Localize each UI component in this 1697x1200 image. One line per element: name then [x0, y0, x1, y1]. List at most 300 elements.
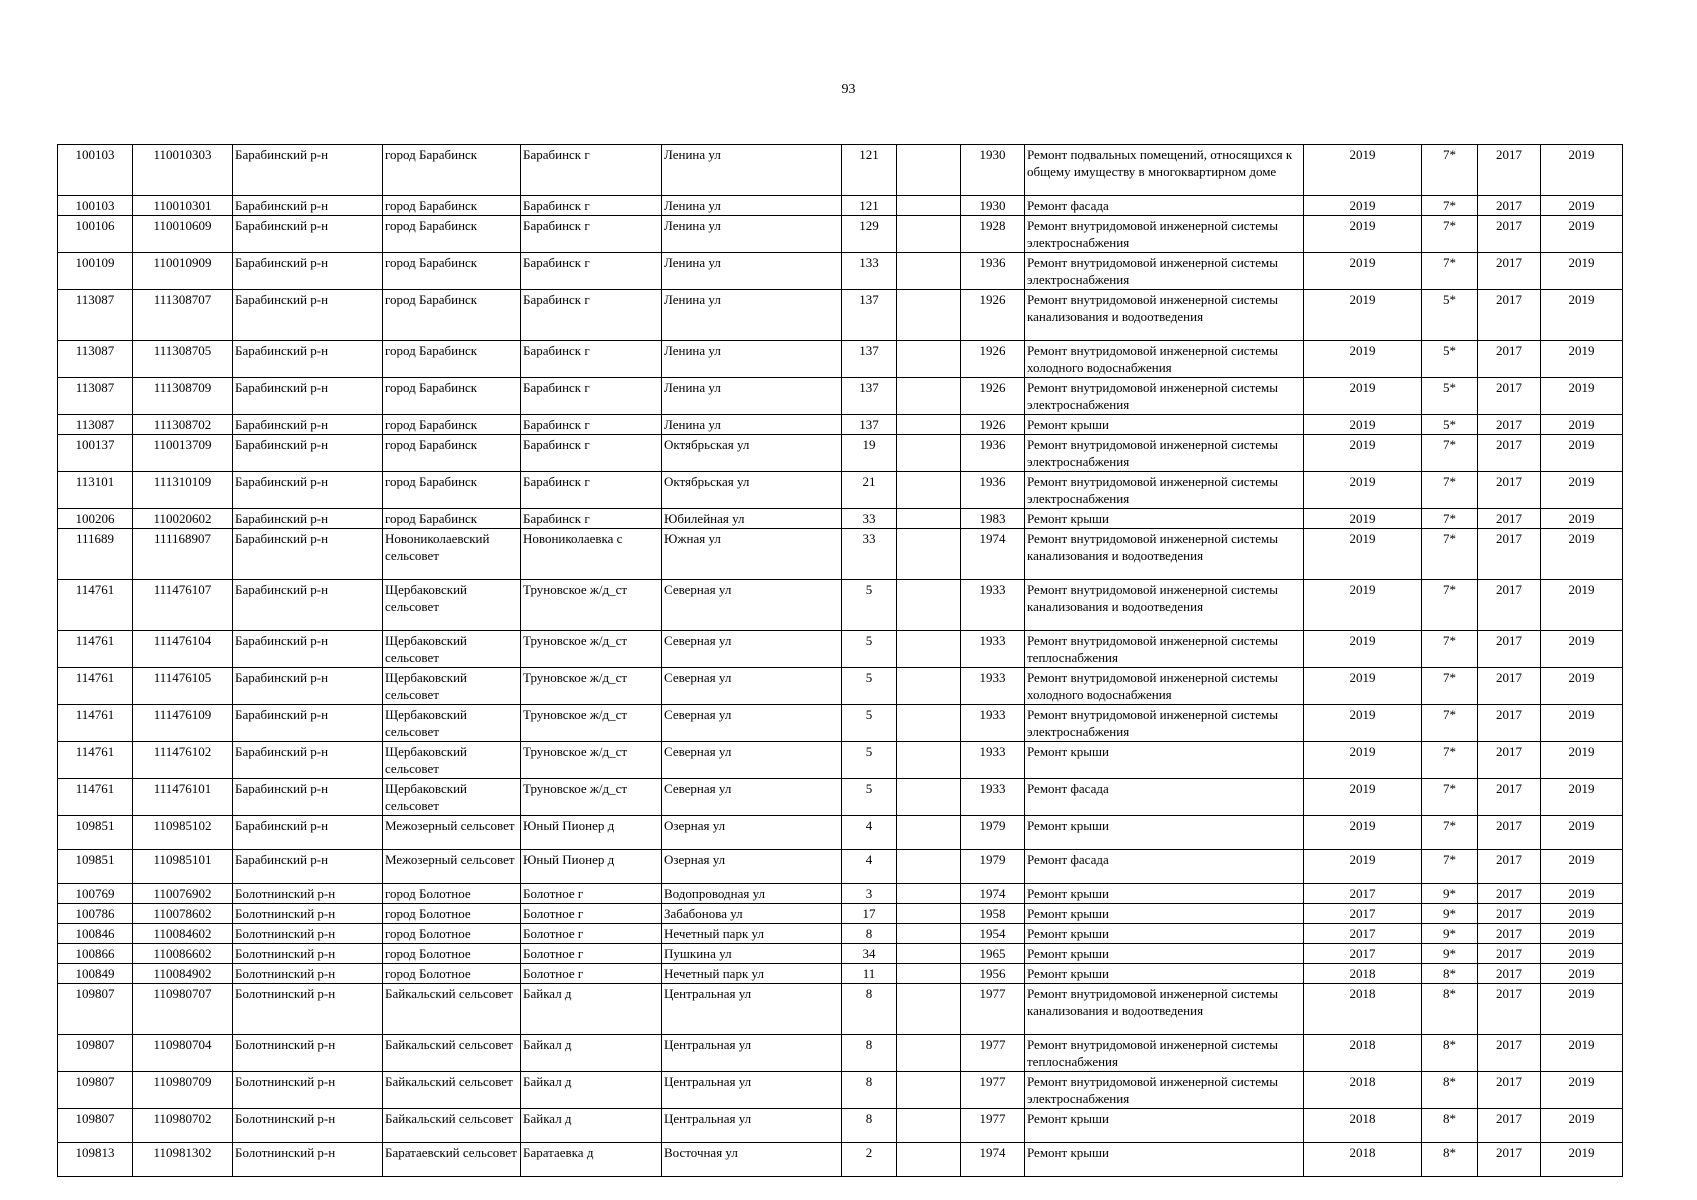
house-code-cell: 114761 — [58, 742, 133, 779]
municipality-cell: Баратаевский сельсовет — [383, 1143, 521, 1177]
period-end-cell: 2019 — [1541, 904, 1623, 924]
build-year-cell: 1933 — [961, 580, 1025, 631]
priority-cell: 5* — [1422, 290, 1478, 341]
work-type-cell: Ремонт внутридомовой инженерной системы канализования и водоотведения — [1025, 290, 1304, 341]
municipality-cell: Межозерный сельсовет — [383, 850, 521, 884]
settlement-cell: Барабинск г — [521, 435, 662, 472]
building-letter-cell — [897, 216, 961, 253]
settlement-cell: Болотное г — [521, 904, 662, 924]
settlement-cell: Байкал д — [521, 1035, 662, 1072]
period-start-cell: 2017 — [1478, 290, 1541, 341]
page-number: 93 — [841, 82, 856, 97]
street-cell: Нечетный парк ул — [662, 924, 842, 944]
priority-cell: 7* — [1422, 145, 1478, 196]
settlement-cell: Барабинск г — [521, 253, 662, 290]
street-cell: Юбилейная ул — [662, 509, 842, 529]
work-type-cell: Ремонт внутридомовой инженерной системы электроснабжения — [1025, 1072, 1304, 1109]
period-start-cell: 2017 — [1478, 216, 1541, 253]
work-type-cell: Ремонт крыши — [1025, 509, 1304, 529]
table-row — [58, 435, 1623, 472]
settlement-cell: Болотное г — [521, 924, 662, 944]
period-start-cell: 2017 — [1478, 964, 1541, 984]
priority-cell: 7* — [1422, 705, 1478, 742]
table-row — [58, 964, 1623, 984]
street-cell: Ленина ул — [662, 216, 842, 253]
build-year-cell: 1979 — [961, 850, 1025, 884]
house-code-cell: 109807 — [58, 1072, 133, 1109]
build-year-cell: 1983 — [961, 509, 1025, 529]
work-type-cell: Ремонт внутридомовой инженерной системы теплоснабжения — [1025, 1035, 1304, 1072]
district-cell: Барабинский р-н — [233, 580, 383, 631]
building-letter-cell — [897, 816, 961, 850]
settlement-cell: Байкал д — [521, 984, 662, 1035]
period-start-cell: 2017 — [1478, 884, 1541, 904]
planned-year-cell: 2019 — [1304, 216, 1422, 253]
house-number-cell: 2 — [842, 1143, 897, 1177]
house-number-cell: 33 — [842, 509, 897, 529]
period-end-cell: 2019 — [1541, 742, 1623, 779]
planned-year-cell: 2019 — [1304, 290, 1422, 341]
settlement-cell: Барабинск г — [521, 509, 662, 529]
house-code-cell: 100866 — [58, 944, 133, 964]
planned-year-cell: 2019 — [1304, 415, 1422, 435]
district-cell: Барабинский р-н — [233, 509, 383, 529]
house-number-cell: 8 — [842, 1072, 897, 1109]
municipality-cell: Межозерный сельсовет — [383, 816, 521, 850]
street-cell: Северная ул — [662, 668, 842, 705]
work-type-cell: Ремонт крыши — [1025, 1143, 1304, 1177]
house-code-cell: 109807 — [58, 1035, 133, 1072]
work-type-cell: Ремонт крыши — [1025, 415, 1304, 435]
planned-year-cell: 2019 — [1304, 631, 1422, 668]
house-number-cell: 133 — [842, 253, 897, 290]
building-letter-cell — [897, 341, 961, 378]
municipality-cell: Щербаковский сельсовет — [383, 580, 521, 631]
planned-year-cell: 2019 — [1304, 850, 1422, 884]
street-cell: Северная ул — [662, 631, 842, 668]
district-cell: Болотнинский р-н — [233, 884, 383, 904]
period-start-cell: 2017 — [1478, 1109, 1541, 1143]
period-end-cell: 2019 — [1541, 415, 1623, 435]
period-end-cell: 2019 — [1541, 779, 1623, 816]
house-number-cell: 17 — [842, 904, 897, 924]
work-type-cell: Ремонт фасада — [1025, 779, 1304, 816]
work-type-cell: Ремонт внутридомовой инженерной системы электроснабжения — [1025, 705, 1304, 742]
municipality-cell: Щербаковский сельсовет — [383, 742, 521, 779]
street-cell: Октябрьская ул — [662, 472, 842, 509]
planned-year-cell: 2018 — [1304, 1109, 1422, 1143]
priority-cell: 7* — [1422, 850, 1478, 884]
settlement-cell: Болотное г — [521, 944, 662, 964]
period-end-cell: 2019 — [1541, 631, 1623, 668]
priority-cell: 8* — [1422, 984, 1478, 1035]
house-number-cell: 5 — [842, 668, 897, 705]
table-row — [58, 341, 1623, 378]
build-year-cell: 1936 — [961, 435, 1025, 472]
period-start-cell: 2017 — [1478, 145, 1541, 196]
work-code-cell: 110985102 — [133, 816, 233, 850]
period-end-cell: 2019 — [1541, 1072, 1623, 1109]
period-start-cell: 2017 — [1478, 435, 1541, 472]
building-letter-cell — [897, 435, 961, 472]
settlement-cell: Труновское ж/д_ст — [521, 742, 662, 779]
period-start-cell: 2017 — [1478, 1035, 1541, 1072]
table-row — [58, 631, 1623, 668]
municipality-cell: город Барабинск — [383, 415, 521, 435]
table-row — [58, 1035, 1623, 1072]
priority-cell: 9* — [1422, 924, 1478, 944]
municipality-cell: город Барабинск — [383, 253, 521, 290]
work-code-cell: 111308709 — [133, 378, 233, 415]
house-number-cell: 121 — [842, 145, 897, 196]
build-year-cell: 1974 — [961, 1143, 1025, 1177]
work-code-cell: 110981302 — [133, 1143, 233, 1177]
planned-year-cell: 2019 — [1304, 378, 1422, 415]
settlement-cell: Барабинск г — [521, 216, 662, 253]
planned-year-cell: 2018 — [1304, 1143, 1422, 1177]
house-number-cell: 4 — [842, 850, 897, 884]
municipality-cell: город Барабинск — [383, 509, 521, 529]
building-letter-cell — [897, 1143, 961, 1177]
build-year-cell: 1933 — [961, 742, 1025, 779]
building-letter-cell — [897, 904, 961, 924]
table-row — [58, 216, 1623, 253]
period-start-cell: 2017 — [1478, 924, 1541, 944]
house-number-cell: 137 — [842, 341, 897, 378]
period-end-cell: 2019 — [1541, 509, 1623, 529]
table-row — [58, 779, 1623, 816]
street-cell: Восточная ул — [662, 1143, 842, 1177]
house-number-cell: 5 — [842, 705, 897, 742]
district-cell: Барабинский р-н — [233, 668, 383, 705]
settlement-cell: Баратаевка д — [521, 1143, 662, 1177]
planned-year-cell: 2019 — [1304, 145, 1422, 196]
build-year-cell: 1977 — [961, 1109, 1025, 1143]
street-cell: Озерная ул — [662, 816, 842, 850]
house-code-cell: 109807 — [58, 984, 133, 1035]
house-number-cell: 5 — [842, 742, 897, 779]
period-end-cell: 2019 — [1541, 341, 1623, 378]
work-code-cell: 110010909 — [133, 253, 233, 290]
house-code-cell: 109807 — [58, 1109, 133, 1143]
period-start-cell: 2017 — [1478, 668, 1541, 705]
house-code-cell: 100106 — [58, 216, 133, 253]
house-code-cell: 114761 — [58, 705, 133, 742]
work-type-cell: Ремонт внутридомовой инженерной системы холодного водоснабжения — [1025, 668, 1304, 705]
building-letter-cell — [897, 984, 961, 1035]
priority-cell: 7* — [1422, 253, 1478, 290]
building-letter-cell — [897, 631, 961, 668]
period-end-cell: 2019 — [1541, 472, 1623, 509]
street-cell: Центральная ул — [662, 984, 842, 1035]
period-end-cell: 2019 — [1541, 884, 1623, 904]
priority-cell: 8* — [1422, 1072, 1478, 1109]
table-row — [58, 580, 1623, 631]
period-start-cell: 2017 — [1478, 779, 1541, 816]
table-row — [58, 290, 1623, 341]
settlement-cell: Байкал д — [521, 1109, 662, 1143]
period-start-cell: 2017 — [1478, 1143, 1541, 1177]
street-cell: Ленина ул — [662, 253, 842, 290]
district-cell: Барабинский р-н — [233, 415, 383, 435]
period-end-cell: 2019 — [1541, 580, 1623, 631]
planned-year-cell: 2019 — [1304, 742, 1422, 779]
build-year-cell: 1977 — [961, 984, 1025, 1035]
priority-cell: 8* — [1422, 1109, 1478, 1143]
house-code-cell: 100103 — [58, 196, 133, 216]
work-code-cell: 110078602 — [133, 904, 233, 924]
period-start-cell: 2017 — [1478, 509, 1541, 529]
work-code-cell: 110084902 — [133, 964, 233, 984]
settlement-cell: Болотное г — [521, 964, 662, 984]
work-code-cell: 111310109 — [133, 472, 233, 509]
settlement-cell: Труновское ж/д_ст — [521, 705, 662, 742]
district-cell: Барабинский р-н — [233, 779, 383, 816]
settlement-cell: Байкал д — [521, 1072, 662, 1109]
municipality-cell: город Болотное — [383, 904, 521, 924]
district-cell: Барабинский р-н — [233, 705, 383, 742]
municipality-cell: город Барабинск — [383, 341, 521, 378]
settlement-cell: Болотное г — [521, 884, 662, 904]
municipality-cell: город Барабинск — [383, 435, 521, 472]
build-year-cell: 1979 — [961, 816, 1025, 850]
table-row — [58, 253, 1623, 290]
period-end-cell: 2019 — [1541, 529, 1623, 580]
period-start-cell: 2017 — [1478, 415, 1541, 435]
street-cell: Озерная ул — [662, 850, 842, 884]
work-type-cell: Ремонт внутридомовой инженерной системы холодного водоснабжения — [1025, 341, 1304, 378]
building-letter-cell — [897, 145, 961, 196]
priority-cell: 8* — [1422, 1143, 1478, 1177]
priority-cell: 7* — [1422, 196, 1478, 216]
period-start-cell: 2017 — [1478, 816, 1541, 850]
work-type-cell: Ремонт внутридомовой инженерной системы электроснабжения — [1025, 253, 1304, 290]
work-code-cell: 111476101 — [133, 779, 233, 816]
table-row — [58, 705, 1623, 742]
priority-cell: 5* — [1422, 378, 1478, 415]
priority-cell: 7* — [1422, 509, 1478, 529]
house-code-cell: 113087 — [58, 378, 133, 415]
planned-year-cell: 2019 — [1304, 253, 1422, 290]
table-row — [58, 1072, 1623, 1109]
work-type-cell: Ремонт крыши — [1025, 1109, 1304, 1143]
street-cell: Центральная ул — [662, 1035, 842, 1072]
house-code-cell: 113101 — [58, 472, 133, 509]
build-year-cell: 1926 — [961, 341, 1025, 378]
street-cell: Центральная ул — [662, 1072, 842, 1109]
street-cell: Пушкина ул — [662, 944, 842, 964]
settlement-cell: Барабинск г — [521, 415, 662, 435]
work-code-cell: 111476102 — [133, 742, 233, 779]
planned-year-cell: 2019 — [1304, 816, 1422, 850]
period-end-cell: 2019 — [1541, 816, 1623, 850]
build-year-cell: 1930 — [961, 196, 1025, 216]
street-cell: Ленина ул — [662, 415, 842, 435]
house-number-cell: 8 — [842, 1109, 897, 1143]
street-cell: Ленина ул — [662, 145, 842, 196]
build-year-cell: 1933 — [961, 631, 1025, 668]
settlement-cell: Барабинск г — [521, 378, 662, 415]
period-start-cell: 2017 — [1478, 378, 1541, 415]
planned-year-cell: 2017 — [1304, 884, 1422, 904]
building-letter-cell — [897, 290, 961, 341]
planned-year-cell: 2019 — [1304, 341, 1422, 378]
street-cell: Центральная ул — [662, 1109, 842, 1143]
settlement-cell: Барабинск г — [521, 290, 662, 341]
period-end-cell: 2019 — [1541, 964, 1623, 984]
building-letter-cell — [897, 509, 961, 529]
house-code-cell: 100206 — [58, 509, 133, 529]
table-row — [58, 944, 1623, 964]
building-letter-cell — [897, 742, 961, 779]
street-cell: Северная ул — [662, 779, 842, 816]
work-code-cell: 111476107 — [133, 580, 233, 631]
district-cell: Барабинский р-н — [233, 631, 383, 668]
settlement-cell: Труновское ж/д_ст — [521, 668, 662, 705]
district-cell: Болотнинский р-н — [233, 1035, 383, 1072]
building-letter-cell — [897, 964, 961, 984]
work-code-cell: 111308702 — [133, 415, 233, 435]
priority-cell: 7* — [1422, 631, 1478, 668]
planned-year-cell: 2019 — [1304, 196, 1422, 216]
street-cell: Ленина ул — [662, 290, 842, 341]
priority-cell: 9* — [1422, 904, 1478, 924]
house-number-cell: 137 — [842, 290, 897, 341]
municipality-cell: город Барабинск — [383, 472, 521, 509]
municipality-cell: город Барабинск — [383, 290, 521, 341]
building-letter-cell — [897, 378, 961, 415]
street-cell: Северная ул — [662, 705, 842, 742]
street-cell: Ленина ул — [662, 196, 842, 216]
street-cell: Нечетный парк ул — [662, 964, 842, 984]
build-year-cell: 1933 — [961, 668, 1025, 705]
table-body — [58, 145, 1623, 1177]
house-code-cell: 100109 — [58, 253, 133, 290]
district-cell: Барабинский р-н — [233, 216, 383, 253]
build-year-cell: 1928 — [961, 216, 1025, 253]
table-row — [58, 529, 1623, 580]
house-code-cell: 114761 — [58, 580, 133, 631]
build-year-cell: 1977 — [961, 1035, 1025, 1072]
building-letter-cell — [897, 1072, 961, 1109]
work-code-cell: 110076902 — [133, 884, 233, 904]
planned-year-cell: 2019 — [1304, 435, 1422, 472]
work-type-cell: Ремонт внутридомовой инженерной системы электроснабжения — [1025, 378, 1304, 415]
house-code-cell: 113087 — [58, 290, 133, 341]
work-type-cell: Ремонт крыши — [1025, 904, 1304, 924]
house-code-cell: 113087 — [58, 415, 133, 435]
period-end-cell: 2019 — [1541, 1035, 1623, 1072]
house-code-cell: 109851 — [58, 816, 133, 850]
building-letter-cell — [897, 415, 961, 435]
period-start-cell: 2017 — [1478, 1072, 1541, 1109]
work-code-cell: 111308707 — [133, 290, 233, 341]
building-letter-cell — [897, 944, 961, 964]
work-code-cell: 111168907 — [133, 529, 233, 580]
district-cell: Болотнинский р-н — [233, 984, 383, 1035]
period-start-cell: 2017 — [1478, 904, 1541, 924]
table-row — [58, 984, 1623, 1035]
period-start-cell: 2017 — [1478, 984, 1541, 1035]
district-cell: Барабинский р-н — [233, 378, 383, 415]
district-cell: Болотнинский р-н — [233, 904, 383, 924]
house-code-cell: 114761 — [58, 631, 133, 668]
municipality-cell: город Барабинск — [383, 378, 521, 415]
building-letter-cell — [897, 850, 961, 884]
district-cell: Барабинский р-н — [233, 290, 383, 341]
priority-cell: 9* — [1422, 884, 1478, 904]
work-type-cell: Ремонт внутридомовой инженерной системы электроснабжения — [1025, 216, 1304, 253]
build-year-cell: 1958 — [961, 904, 1025, 924]
priority-cell: 8* — [1422, 964, 1478, 984]
priority-cell: 5* — [1422, 415, 1478, 435]
building-letter-cell — [897, 196, 961, 216]
priority-cell: 7* — [1422, 435, 1478, 472]
planned-year-cell: 2018 — [1304, 964, 1422, 984]
street-cell: Северная ул — [662, 742, 842, 779]
house-number-cell: 8 — [842, 1035, 897, 1072]
work-code-cell: 110020602 — [133, 509, 233, 529]
period-end-cell: 2019 — [1541, 984, 1623, 1035]
municipality-cell: Байкальский сельсовет — [383, 1109, 521, 1143]
work-type-cell: Ремонт внутридомовой инженерной системы канализования и водоотведения — [1025, 529, 1304, 580]
house-code-cell: 100137 — [58, 435, 133, 472]
planned-year-cell: 2019 — [1304, 668, 1422, 705]
period-end-cell: 2019 — [1541, 145, 1623, 196]
street-cell: Южная ул — [662, 529, 842, 580]
district-cell: Барабинский р-н — [233, 196, 383, 216]
house-number-cell: 11 — [842, 964, 897, 984]
district-cell: Барабинский р-н — [233, 529, 383, 580]
municipality-cell: Новониколаевский сельсовет — [383, 529, 521, 580]
building-letter-cell — [897, 884, 961, 904]
work-type-cell: Ремонт крыши — [1025, 816, 1304, 850]
district-cell: Барабинский р-н — [233, 472, 383, 509]
period-end-cell: 2019 — [1541, 435, 1623, 472]
planned-year-cell: 2018 — [1304, 984, 1422, 1035]
work-code-cell: 110980702 — [133, 1109, 233, 1143]
house-code-cell: 113087 — [58, 341, 133, 378]
table-row — [58, 884, 1623, 904]
work-type-cell: Ремонт внутридомовой инженерной системы канализования и водоотведения — [1025, 580, 1304, 631]
priority-cell: 7* — [1422, 779, 1478, 816]
district-cell: Барабинский р-н — [233, 850, 383, 884]
priority-cell: 5* — [1422, 341, 1478, 378]
work-code-cell: 110980709 — [133, 1072, 233, 1109]
street-cell: Ленина ул — [662, 378, 842, 415]
building-letter-cell — [897, 253, 961, 290]
building-letter-cell — [897, 924, 961, 944]
build-year-cell: 1926 — [961, 415, 1025, 435]
work-code-cell: 111476105 — [133, 668, 233, 705]
period-start-cell: 2017 — [1478, 341, 1541, 378]
period-start-cell: 2017 — [1478, 196, 1541, 216]
table-row — [58, 816, 1623, 850]
municipality-cell: город Барабинск — [383, 216, 521, 253]
building-letter-cell — [897, 705, 961, 742]
table-row — [58, 924, 1623, 944]
period-end-cell: 2019 — [1541, 1109, 1623, 1143]
house-code-cell: 109851 — [58, 850, 133, 884]
municipality-cell: Байкальский сельсовет — [383, 1035, 521, 1072]
work-code-cell: 110980707 — [133, 984, 233, 1035]
table-row — [58, 668, 1623, 705]
district-cell: Барабинский р-н — [233, 816, 383, 850]
planned-year-cell: 2018 — [1304, 1072, 1422, 1109]
house-code-cell: 111689 — [58, 529, 133, 580]
build-year-cell: 1936 — [961, 472, 1025, 509]
work-type-cell: Ремонт внутридомовой инженерной системы теплоснабжения — [1025, 631, 1304, 668]
